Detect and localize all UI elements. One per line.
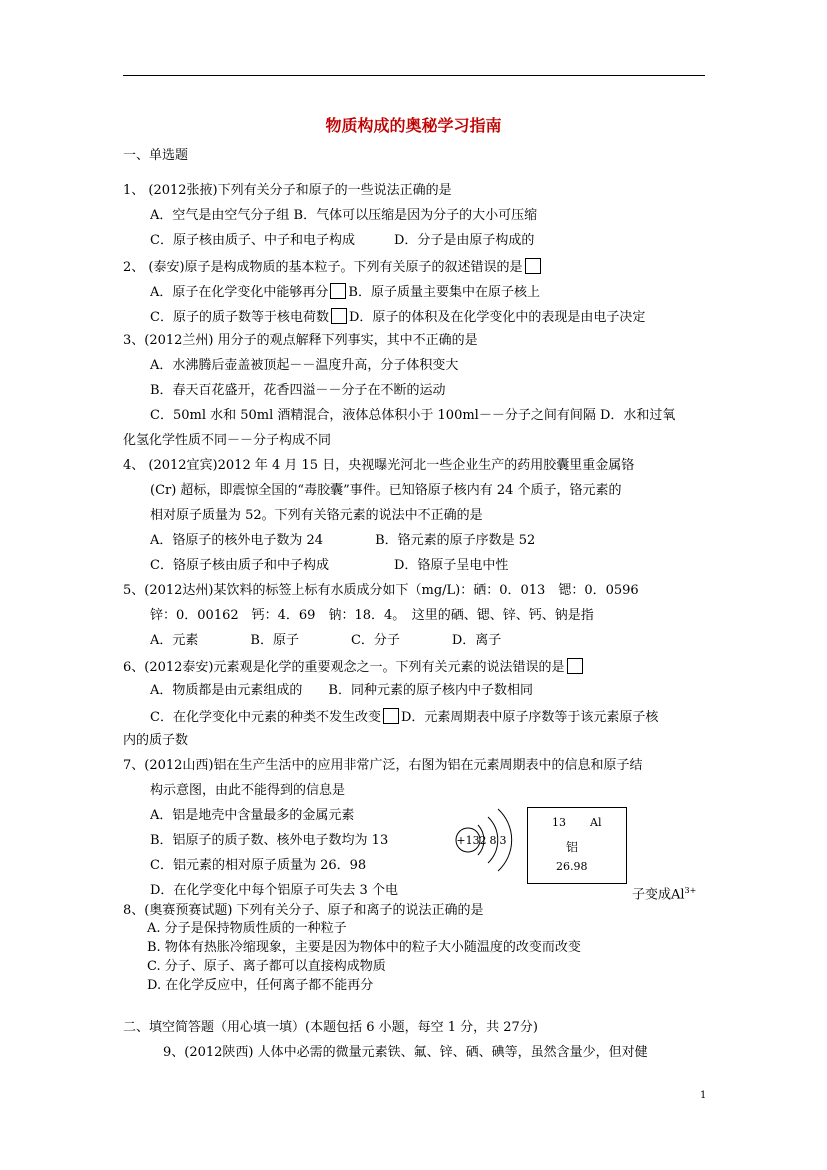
text-line: 8、(奥赛预赛试题) 下列有关分子、原子和离子的说法正确的是: [123, 903, 484, 918]
answer-box: [525, 258, 541, 274]
shell-count-1: 2: [479, 834, 487, 847]
text-line: C．50ml 水和 50ml 酒精混合，液体总体积小于 100ml－－分子之间有间隔 D．水和过氧: [150, 408, 676, 423]
text-line: A．水沸腾后壶盖被顶起－－温度升高，分子体积变大: [150, 358, 459, 373]
text-line: 4、 (2012宜宾)2012 年 4 月 15 日，央视曝光河北一些企业生产的药用胶囊里重金属铬: [123, 458, 635, 473]
answer-box: [331, 308, 347, 324]
text-line: B．铝原子的质子数、核外电子数均为 13: [150, 833, 389, 848]
shell-count-3: 3: [499, 834, 507, 847]
text-line: 5、(2012达州)某饮料的标签上标有水质成分如下（mg/L)：硒：0．013 锶：0．0596: [123, 583, 639, 598]
nucleus-label: +13: [456, 834, 480, 847]
text-line: A．物质都是由元素组成的 B．同种元素的原子核内中子数相同: [150, 683, 533, 698]
text-line: B．春天百花盛开，花香四溢－－分子在不断的运动: [150, 383, 446, 398]
shell-count-2: 8: [489, 834, 497, 847]
text-line: 子变成$Al^{3+}$: [632, 886, 697, 903]
element-name: 铝: [566, 840, 579, 854]
text-line: A．铬原子的核外电子数为 24 B．铬元素的原子序数是 52: [150, 533, 536, 548]
page-title: 物质构成的奥秘学习指南: [325, 116, 502, 135]
header-rule: [123, 75, 705, 76]
periodic-table-cell: [527, 807, 627, 884]
text-line: 锌：0．00162 钙：4．69 钠：18．4。 这里的硒、锶、锌、钙、钠是指: [150, 608, 594, 623]
text-line: 内的质子数: [123, 733, 189, 748]
text-line: A．元素 B．原子 C．分子 D．离子: [150, 633, 502, 648]
text-line: C．铝元素的相对原子质量为 26．98: [150, 858, 367, 873]
text-line: 2、 (泰安)原子是构成物质的基本粒子。下列有关原子的叙述错误的是: [123, 258, 543, 276]
text-line: 9、(2012陕西) 人体中必需的微量元素铁、氟、锌、硒、碘等，虽然含量少，但对健: [163, 1045, 648, 1060]
text-line: A．空气是由空气分子组 B．气体可以压缩是因为分子的大小可压缩: [150, 208, 538, 223]
text-line: 二、填空简答题（用心填一填）(本题包括 6 小题，每空 1 分，共 27分): [123, 1020, 538, 1035]
text-line: C．铬原子核由质子和中子构成 D．铬原子呈电中性: [150, 558, 509, 573]
text-line: 6、(2012泰安)元素观是化学的重要观念之一。下列有关元素的说法错误的是: [123, 658, 585, 676]
text-line: C. 分子、原子、离子都可以直接构成物质: [147, 959, 386, 974]
text-line: 相对原子质量为 52。下列有关铬元素的说法中不正确的是: [150, 508, 483, 523]
text-line: B. 物体有热胀冷缩现象，主要是因为物体中的粒子大小随温度的改变而改变: [147, 940, 581, 955]
answer-box: [383, 708, 399, 724]
text-line: 3、(2012兰州) 用分子的观点解释下列事实，其中不正确的是: [123, 333, 478, 348]
text-line: D．在化学变化中每个铝原子可失去 3 个电: [150, 883, 398, 898]
text-line: A. 分子是保持物质性质的一种粒子: [147, 921, 347, 936]
text-line: 一、单选题: [123, 148, 189, 163]
page-number: 1: [700, 1090, 707, 1101]
text-line: 7、(2012山西)铝在生产生活中的应用非常广泛，右图为铝在元素周期表中的信息和原子结: [123, 758, 643, 773]
element-number: 13: [552, 816, 566, 829]
answer-box: [567, 658, 583, 674]
text-line: 1、 (2012张掖)下列有关分子和原子的一些说法正确的是: [123, 183, 452, 198]
text-line: 化氢化学性质不同－－分子构成不同: [123, 433, 332, 448]
element-symbol: Al: [590, 816, 602, 829]
answer-box: [330, 283, 346, 299]
text-line: 构示意图，由此不能得到的信息是: [150, 783, 346, 798]
atomic-mass: 26.98: [556, 860, 588, 873]
text-line: C．原子的质子数等于核电荷数 D．原子的体积及在化学变化中的表现是由电子决定: [150, 310, 646, 325]
text-line: (Cr) 超标，即震惊全国的“毒胶囊”事件。已知铬原子核内有 24 个质子，铬元素的: [150, 483, 622, 498]
text-line: D. 在化学反应中，任何离子都不能再分: [147, 978, 374, 993]
text-line: C．原子核由质子、中子和电子构成 D．分子是由原子构成的: [150, 233, 535, 248]
text-line: C．在化学变化中元素的种类不发生改变 D．元素周期表中原子序数等于该元素原子核: [150, 710, 659, 725]
text-line: A．原子在化学变化中能够再分 B．原子质量主要集中在原子核上: [150, 285, 540, 300]
text-line: A．铝是地壳中含量最多的金属元素: [150, 808, 355, 823]
